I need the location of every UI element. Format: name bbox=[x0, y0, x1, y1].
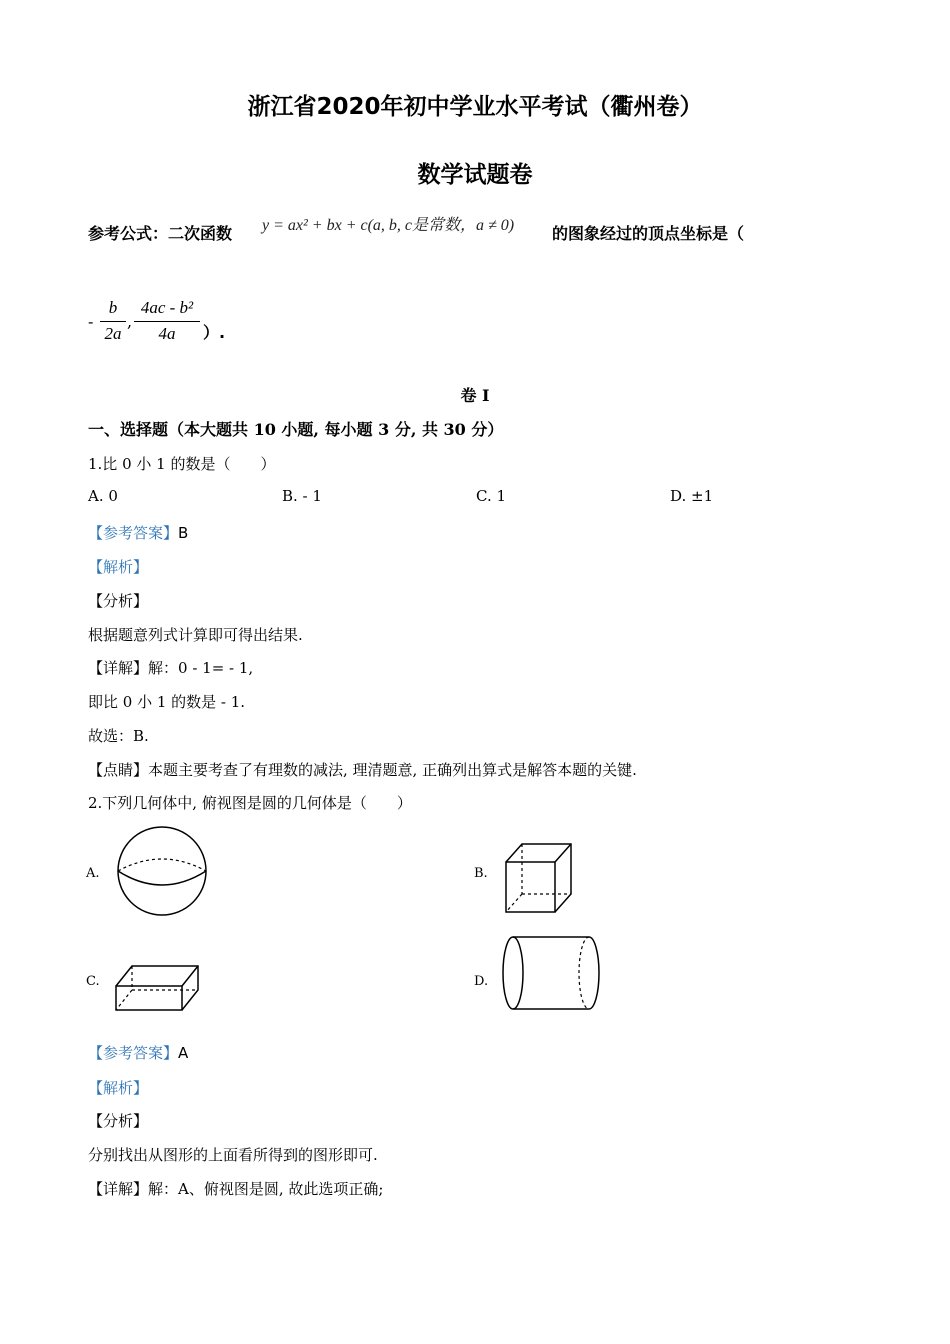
answer-label: 【参考答案】 bbox=[88, 1044, 179, 1062]
page-title: 浙江省2020年初中学业水平考试（衢州卷） bbox=[247, 94, 703, 120]
q1-fenxi-text: 根据题意列式计算即可得出结果. bbox=[88, 626, 303, 644]
formula-close: ）. bbox=[203, 323, 226, 342]
comment-label: 【点睛】 bbox=[88, 761, 149, 779]
formula-expression: y = ax² + bx + c(a, b, c是常数，a ≠ 0) bbox=[262, 217, 515, 234]
q1-option-c: C. 1 bbox=[476, 487, 507, 505]
q2-fenxi-label: 【分析】 bbox=[88, 1112, 149, 1130]
q1-analysis-label: 【解析】 bbox=[88, 558, 149, 576]
fraction-denominator: 2a bbox=[104, 324, 122, 343]
answer-value: A bbox=[178, 1044, 189, 1062]
cube-figure bbox=[500, 838, 578, 918]
q1-choice-line: 故选：B. bbox=[88, 727, 149, 745]
answer-value: B bbox=[178, 524, 189, 542]
q2-answer-line bbox=[88, 1042, 188, 1063]
section-heading: 一、选择题（本大题共 10 小题, 每小题 3 分, 共 30 分） bbox=[88, 420, 504, 439]
fraction-denominator: 4a bbox=[158, 324, 176, 343]
q2-option-a-label: A. bbox=[86, 866, 100, 881]
cylinder-figure bbox=[500, 934, 604, 1014]
formula-suffix: 的图象经过的顶点坐标是（ bbox=[552, 224, 745, 243]
q2-option-c-label: C. bbox=[86, 974, 100, 989]
comment-text: 本题主要考查了有理数的减法, 理清题意, 正确列出算式是解答本题的关键. bbox=[148, 761, 637, 779]
q1-option-a: A. 0 bbox=[88, 487, 118, 505]
q1-stem: 1.比 0 小 1 的数是（ ） bbox=[88, 455, 276, 473]
fraction-vertex-y bbox=[134, 298, 200, 344]
page-subtitle: 数学试题卷 bbox=[417, 162, 533, 188]
answer-label: 【参考答案】 bbox=[88, 524, 179, 542]
q2-analysis-label: 【解析】 bbox=[88, 1079, 149, 1097]
q2-detail-line bbox=[88, 1178, 383, 1199]
q1-fenxi-label: 【分析】 bbox=[88, 592, 149, 610]
detail-text: 解：A、俯视图是圆, 故此选项正确; bbox=[148, 1180, 384, 1198]
q1-option-b: B. - 1 bbox=[282, 487, 322, 505]
sphere-figure bbox=[112, 825, 212, 919]
fraction-comma: , bbox=[127, 312, 133, 331]
detail-text: 解：0 - 1= - 1, bbox=[148, 659, 254, 677]
q1-option-d: D. ±1 bbox=[670, 487, 714, 505]
volume-heading bbox=[0, 383, 950, 406]
detail-label: 【详解】 bbox=[88, 659, 149, 677]
q1-comment-line bbox=[88, 759, 637, 780]
volume-label: 卷 I bbox=[460, 386, 490, 405]
q1-detail-line2: 即比 0 小 1 的数是 - 1. bbox=[88, 693, 246, 711]
neg-sign: - bbox=[88, 312, 94, 331]
fraction-b-over-2a bbox=[100, 298, 126, 344]
detail-label: 【详解】 bbox=[88, 1180, 149, 1198]
fraction-numerator: 4ac - b² bbox=[134, 298, 200, 322]
q2-stem: 2.下列几何体中, 俯视图是圆的几何体是（ ） bbox=[88, 794, 412, 812]
q1-answer-line bbox=[88, 522, 188, 543]
q1-detail-line bbox=[88, 657, 253, 678]
q2-option-b-label: B. bbox=[474, 866, 488, 881]
fraction-numerator: b bbox=[100, 298, 126, 322]
cuboid-figure bbox=[112, 960, 202, 1014]
formula-prefix: 参考公式：二次函数 bbox=[88, 224, 233, 243]
q2-fenxi-text: 分别找出从图形的上面看所得到的图形即可. bbox=[88, 1146, 378, 1164]
q2-option-d-label: D. bbox=[474, 974, 489, 989]
